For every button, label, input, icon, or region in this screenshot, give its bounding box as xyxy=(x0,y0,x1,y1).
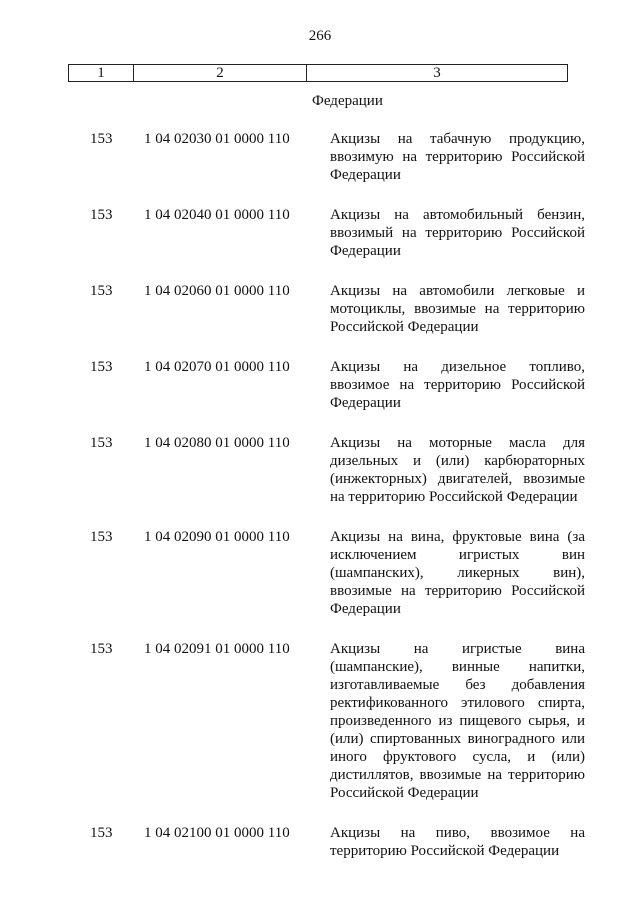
description-line: мотоциклы, ввозимые на территорию xyxy=(330,301,585,317)
description-line: Акцизы на вина, фруктовые вина (за xyxy=(330,529,585,545)
column-header-3: 3 xyxy=(433,65,441,81)
budget-classification-code: 1 04 02030 01 0000 110 xyxy=(144,131,290,147)
budget-classification-code: 1 04 02090 01 0000 110 xyxy=(144,529,290,545)
classification-row xyxy=(0,640,640,802)
page-number: 266 xyxy=(308,28,332,44)
description-line: Акцизы на автомобили легковые и xyxy=(330,283,585,299)
admin-code: 153 xyxy=(90,359,113,375)
admin-code: 153 xyxy=(90,641,113,657)
description-line: ввозимое на территорию Российской xyxy=(330,377,585,393)
admin-code: 153 xyxy=(90,529,113,545)
budget-classification-code: 1 04 02091 01 0000 110 xyxy=(144,641,290,657)
description-line: Акцизы на моторные масла для xyxy=(330,435,585,451)
description-line: ввозимый на территорию Российской xyxy=(330,225,585,241)
description-line: Акцизы на автомобильный бензин, xyxy=(330,207,585,223)
description-line: Акцизы на пиво, ввозимое на xyxy=(330,825,585,841)
revenue-description xyxy=(330,358,585,412)
classification-row xyxy=(0,282,640,336)
description-line: Российской Федерации xyxy=(330,319,479,335)
budget-classification-code: 1 04 02100 01 0000 110 xyxy=(144,825,290,841)
classification-row xyxy=(0,206,640,260)
revenue-description xyxy=(330,282,585,336)
description-line: (или) спиртованных виноградного или xyxy=(330,731,585,747)
revenue-description xyxy=(330,130,585,184)
admin-code: 153 xyxy=(90,825,113,841)
description-line: Федерации xyxy=(330,395,401,411)
description-line: изготавливаемые без добавления xyxy=(330,677,585,693)
description-line: (инжекторных) двигателей, ввозимые xyxy=(330,471,585,487)
classification-list xyxy=(0,130,640,882)
budget-classification-code: 1 04 02070 01 0000 110 xyxy=(144,359,290,375)
description-line: Акцизы на табачную продукцию, xyxy=(330,131,585,147)
classification-row xyxy=(0,434,640,506)
classification-row xyxy=(0,824,640,860)
description-line: Федерации xyxy=(330,601,401,617)
description-line: произведенного из пищевого сырья, и xyxy=(330,713,585,729)
revenue-description xyxy=(330,528,585,618)
budget-classification-code: 1 04 02080 01 0000 110 xyxy=(144,435,290,451)
description-line: исключением игристых вин xyxy=(330,547,585,563)
description-line: Федерации xyxy=(330,243,401,259)
classification-row xyxy=(0,130,640,184)
description-line: ввозимые на территорию Российской xyxy=(330,583,585,599)
budget-classification-code: 1 04 02060 01 0000 110 xyxy=(144,283,290,299)
description-line: на территорию Российской Федерации xyxy=(330,489,578,505)
budget-classification-code: 1 04 02040 01 0000 110 xyxy=(144,207,290,223)
description-line: ввозимую на территорию Российской xyxy=(330,149,585,165)
description-line: Федерации xyxy=(330,167,401,183)
revenue-description xyxy=(330,434,585,506)
description-line: Российской Федерации xyxy=(330,785,479,801)
column-header-2: 2 xyxy=(134,65,307,81)
revenue-description xyxy=(330,640,585,802)
classification-row xyxy=(0,358,640,412)
description-line: дистиллятов, ввозимые на территорию xyxy=(330,767,585,783)
revenue-description xyxy=(330,824,585,860)
description-line: дизельных и (или) карбюраторных xyxy=(330,453,585,469)
description-line: (шампанские), винные напитки, xyxy=(330,659,585,675)
column-header-1: 1 xyxy=(69,65,134,81)
description-line: ректификованного этилового спирта, xyxy=(330,695,585,711)
admin-code: 153 xyxy=(90,207,113,223)
admin-code: 153 xyxy=(90,283,113,299)
classification-row xyxy=(0,528,640,618)
description-line: Акцизы на дизельное топливо, xyxy=(330,359,585,375)
admin-code: 153 xyxy=(90,435,113,451)
admin-code: 153 xyxy=(90,131,113,147)
description-line: (шампанских), ликерных вин), xyxy=(330,565,585,581)
description-line: иного фруктового сусла, и (или) xyxy=(330,749,585,765)
description-line: территорию Российской Федерации xyxy=(330,843,560,859)
continued-text: Федерации xyxy=(312,93,383,109)
column-header-row xyxy=(68,64,568,82)
revenue-description xyxy=(330,206,585,260)
description-line: Акцизы на игристые вина xyxy=(330,641,585,657)
